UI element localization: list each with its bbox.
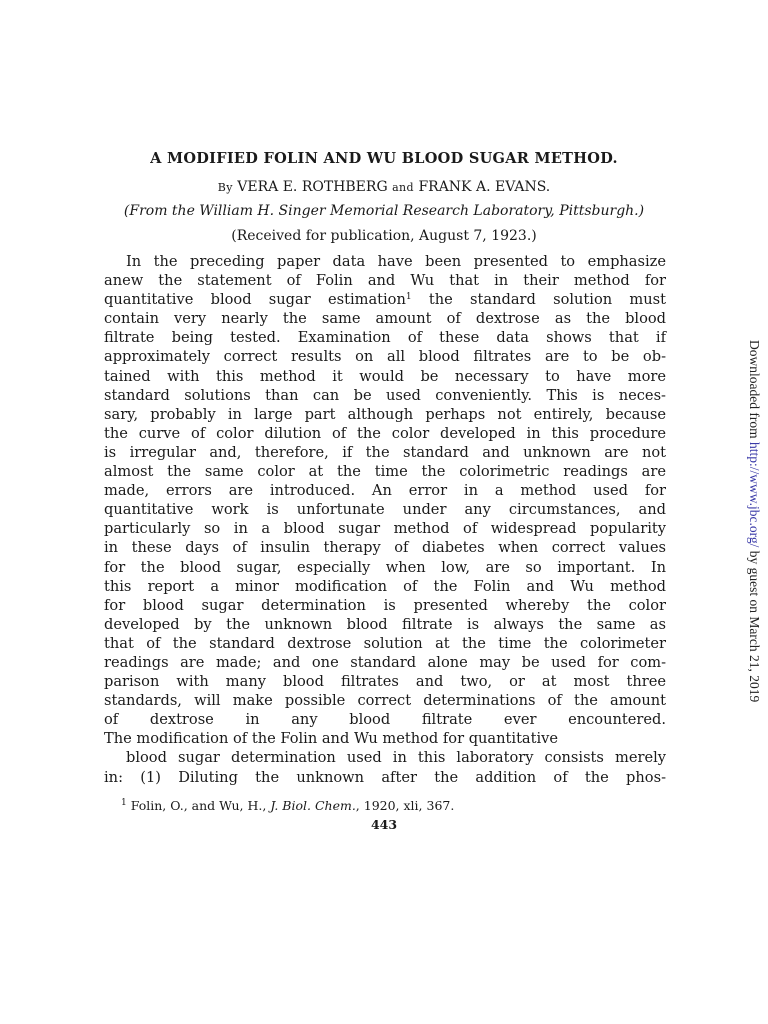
body-line: in these days of insulin therapy of diabetes when correct values [104,539,666,557]
footnote-text: Folin, O., and Wu, H., [130,798,271,813]
byline-by: By [217,181,233,194]
body-line: developed by the unknown blood filtrate is always the same as [104,615,666,633]
article-title: A MODIFIED FOLIN AND WU BLOOD SUGAR METHOD. [150,150,618,167]
body-line-with-footnote [104,290,666,309]
body-line: contain very nearly the same amount of dextrose as the blood [104,310,666,328]
body-line: almost the same color at the time the colorimetric readings are [104,463,666,481]
body-line: parison with many blood filtrates and two, or at most three [104,673,666,691]
received-date: (Received for publication, August 7, 1923.) [231,228,537,244]
body-line: readings are made; and one standard alone may be used for com- [104,653,666,671]
author-2: FRANK A. EVANS. [418,179,551,195]
body-line: filtrate being tested. Examination of these data shows that if [104,329,666,347]
body-line: The modification of the Folin and Wu method for quantitative [104,730,559,748]
author-byline [0,179,768,195]
article-body [104,252,666,787]
footnote [121,798,454,813]
footnote-journal: J. Biol. Chem. [270,798,356,813]
body-line: standards, will make possible correct determinations of the amount [104,692,666,710]
footnote-ref[interactable]: 1 [405,292,412,303]
body-line: is irregular and, therefore, if the standard and unknown are not [104,443,666,461]
body-line: that of the standard dextrose solution at the time the colorimeter [104,634,666,652]
body-line: sary, probably in large part although perhaps not entirely, because [104,405,666,423]
body-line-part: quantitative blood sugar estimation [104,291,406,309]
footnote-citation: , 1920, xli, 367. [355,798,455,813]
body-line: for the blood sugar, especially when low, are so important. In [104,558,666,576]
download-watermark [746,340,762,702]
body-line: the curve of color dilution of the color developed in this procedure [104,424,666,442]
body-line: approximately correct results on all blood filtrates are to be ob- [104,348,666,366]
body-line: made, errors are introduced. An error in a method used for [104,482,666,500]
watermark-prefix: Downloaded from [747,340,762,442]
body-line: quantitative work is unfortunate under any circumstances, and [104,501,666,519]
body-line: standard solutions than can be used conveniently. This is neces- [104,386,666,404]
byline-and: and [392,181,414,194]
watermark-suffix: by guest on March 21, 2019 [747,547,762,703]
body-line: In the preceding paper data have been presented to emphasize [126,253,666,270]
body-line: tained with this method it would be necessary to have more [104,367,666,385]
jbc-link[interactable]: http://www.jbc.org/ [747,441,762,548]
body-line: of dextrose in any blood filtrate ever encountered. [104,711,666,729]
body-line: blood sugar determination used in this laboratory consists merely [126,749,666,767]
body-line-part: the standard solution must [411,291,667,309]
body-line: for blood sugar determination is presented whereby the color [104,596,666,614]
author-1: VERA E. ROTHBERG [237,179,388,195]
page-number: 443 [370,817,398,832]
footnote-marker: 1 [121,798,127,808]
affiliation: (From the William H. Singer Memorial Research Laboratory, Pittsburgh.) [123,203,645,219]
body-line: particularly so in a blood sugar method of widespread popularity [104,520,666,538]
body-line: this report a minor modification of the Folin and Wu method [104,577,666,595]
body-line: anew the statement of Folin and Wu that in their method for [104,272,666,290]
body-line: in: (1) Diluting the unknown after the addition of the phos- [104,768,666,786]
